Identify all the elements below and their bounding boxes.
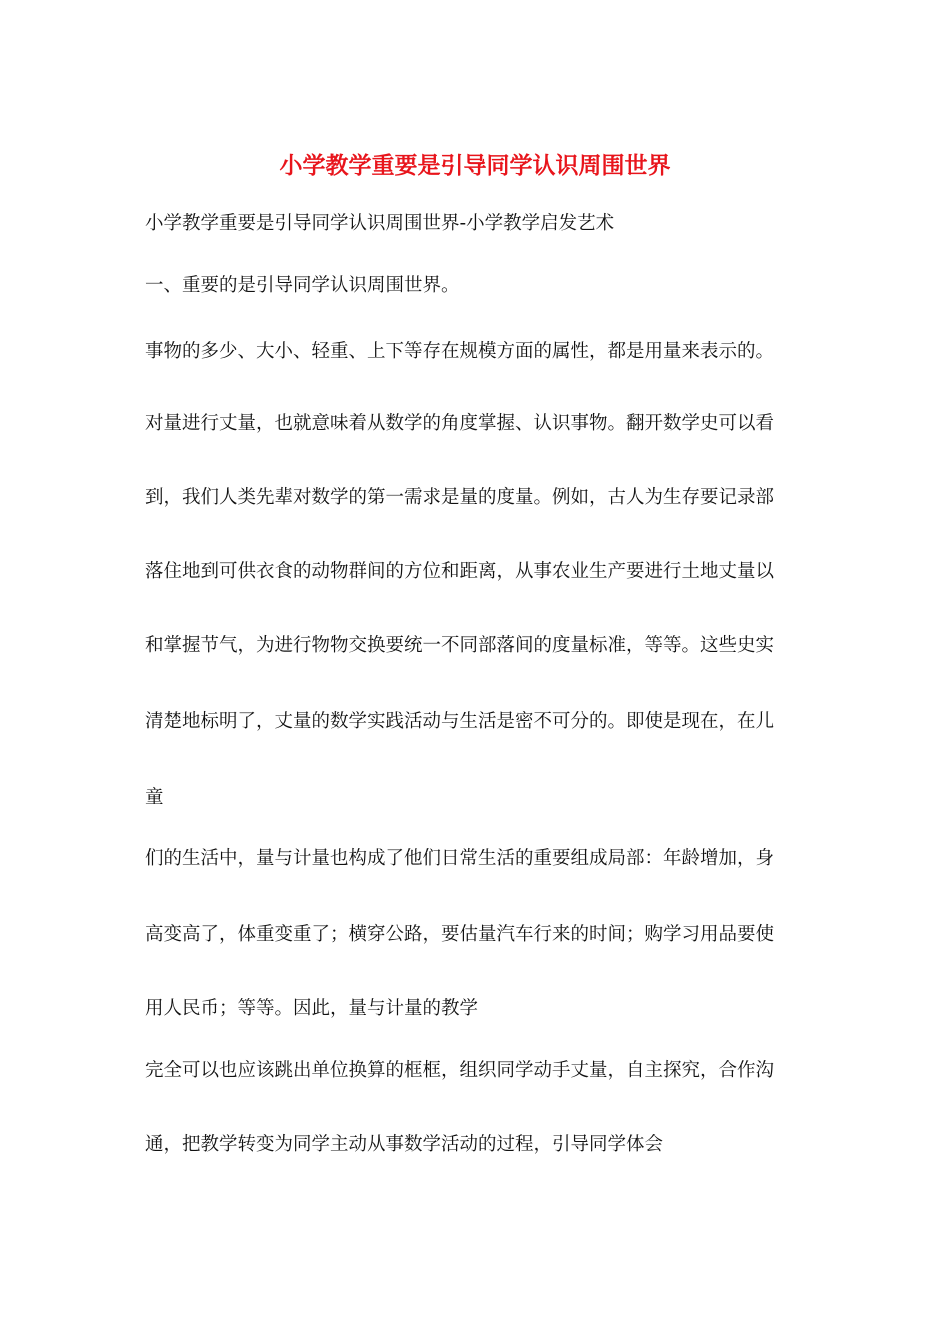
paragraph-line: 们的生活中，量与计量也构成了他们日常生活的重要组成局部：年龄增加，身 — [145, 848, 775, 869]
paragraph-line: 到，我们人类先辈对数学的第一需求是量的度量。例如，古人为生存要记录部 — [145, 487, 775, 508]
paragraph-line: 对量进行丈量，也就意味着从数学的角度掌握、认识事物。翻开数学史可以看 — [145, 413, 775, 434]
paragraph-line: 落住地到可供衣食的动物群间的方位和距离，从事农业生产要进行土地丈量以 — [145, 561, 775, 582]
paragraph-line: 用人民币；等等。因此，量与计量的教学 — [145, 998, 479, 1019]
paragraph-line: 事物的多少、大小、轻重、上下等存在规模方面的属性，都是用量来表示的。 — [145, 341, 775, 362]
paragraph-line: 清楚地标明了，丈量的数学实践活动与生活是密不可分的。即使是现在，在儿 — [145, 711, 775, 732]
paragraph-line: 通，把教学转变为同学主动从事数学活动的过程，引导同学体会 — [145, 1134, 664, 1155]
paragraph-line: 高变高了，体重变重了；横穿公路，要估量汽车行来的时间；购学习用品要使 — [145, 924, 775, 945]
section-heading: 一、重要的是引导同学认识周围世界。 — [145, 275, 460, 296]
subtitle-line: 小学教学重要是引导同学认识周围世界-小学教学启发艺术 — [145, 213, 615, 234]
paragraph-line: 童 — [145, 787, 164, 808]
document-title: 小学教学重要是引导同学认识周围世界 — [279, 152, 671, 179]
paragraph-line: 完全可以也应该跳出单位换算的框框，组织同学动手丈量，自主探究，合作沟 — [145, 1060, 775, 1081]
paragraph-line: 和掌握节气，为进行物物交换要统一不同部落间的度量标准，等等。这些史实 — [145, 635, 775, 656]
